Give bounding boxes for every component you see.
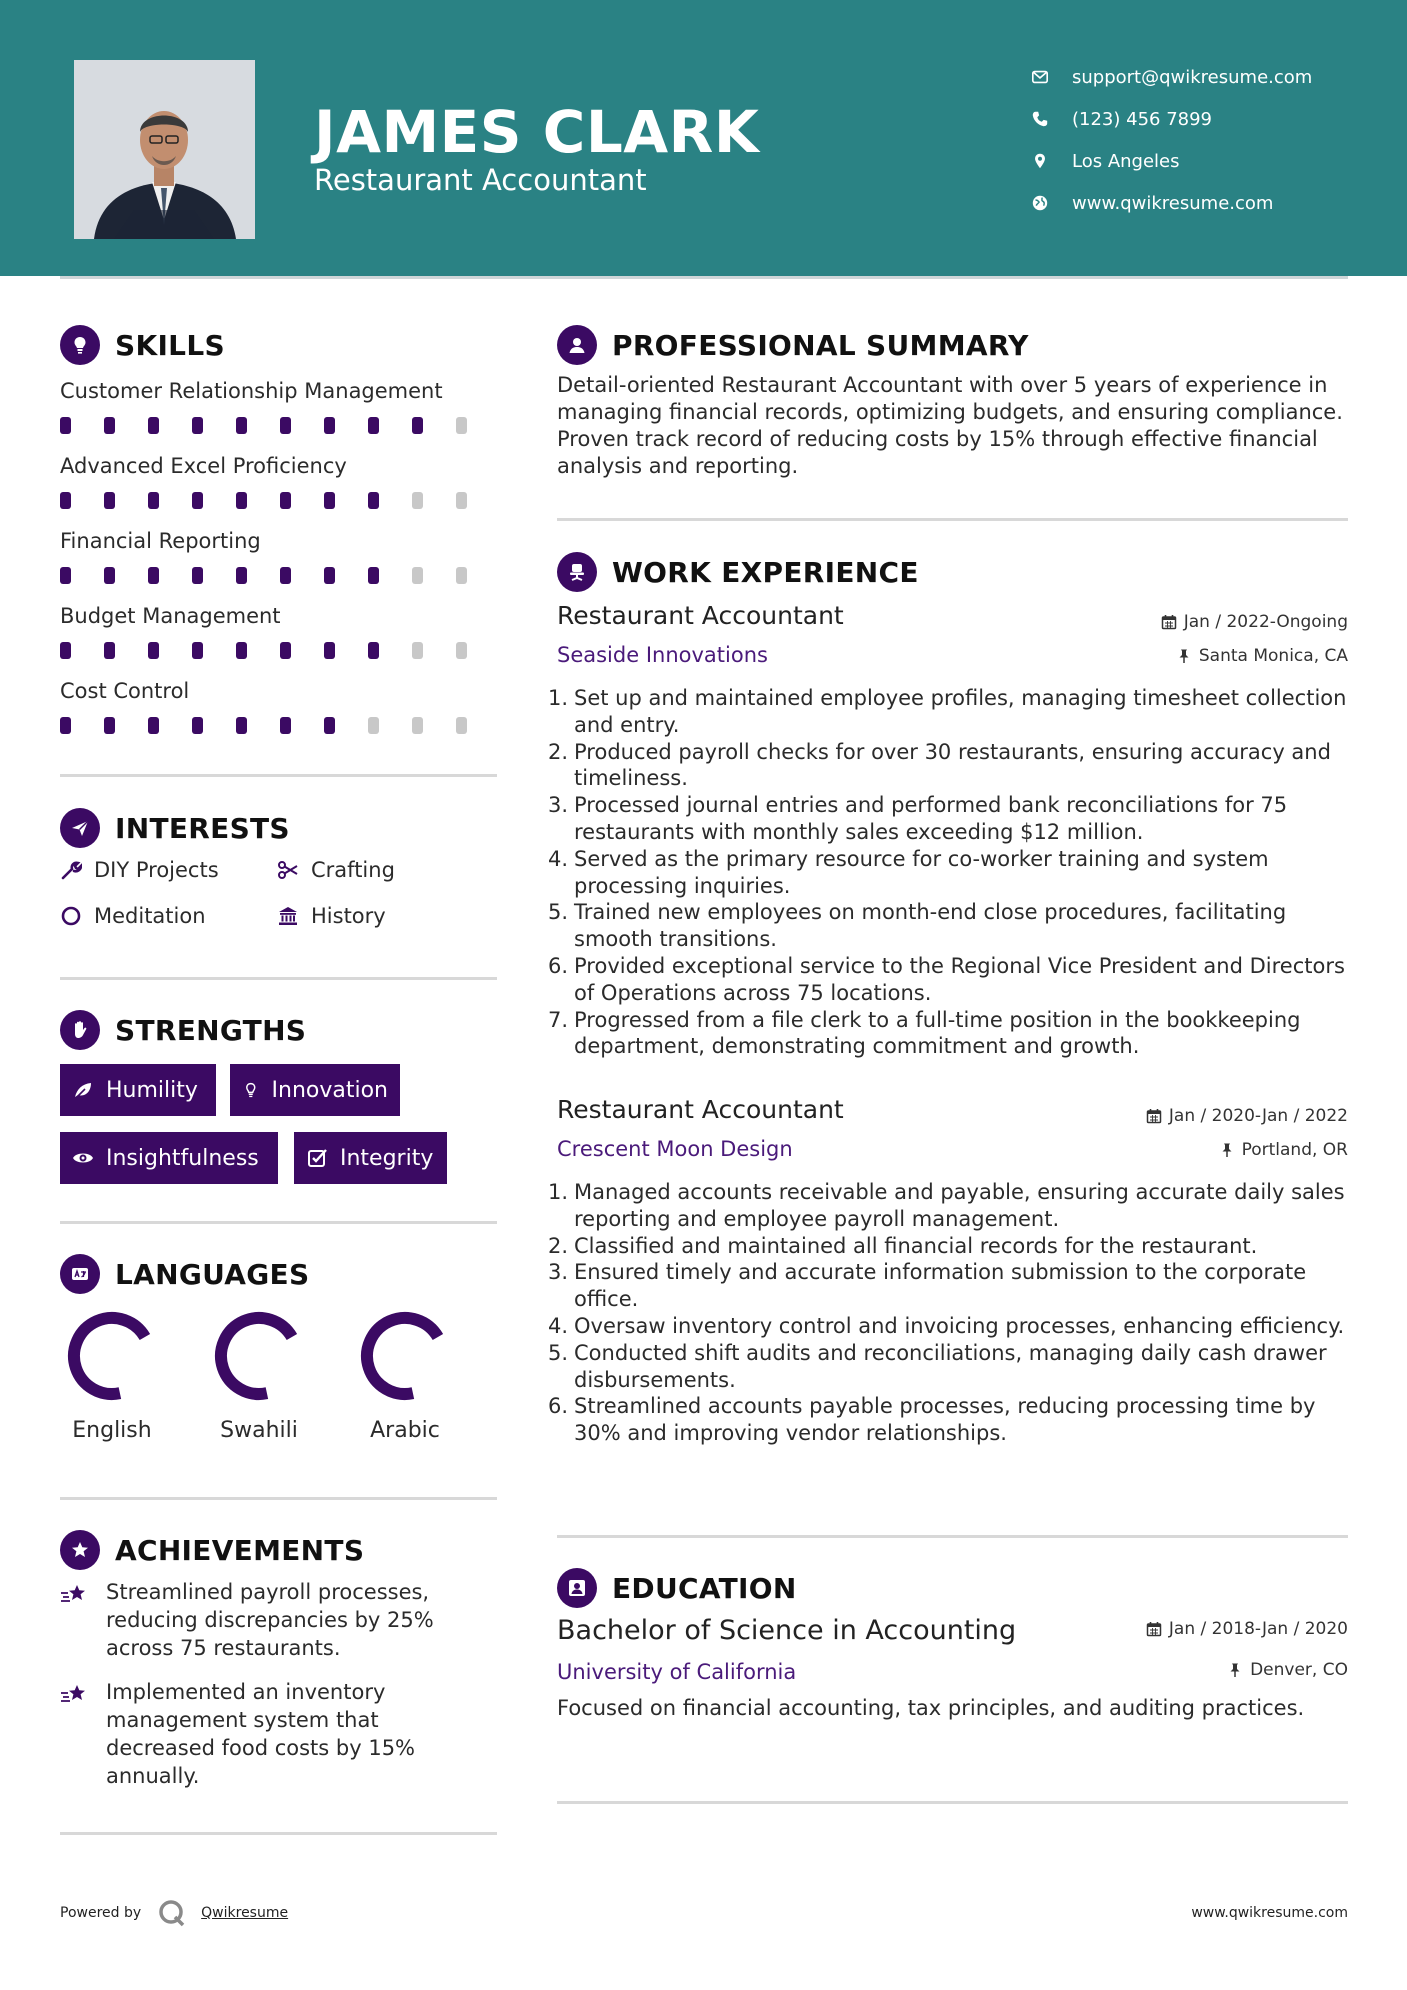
rating-dot-empty [456,642,467,659]
rating-dot-filled [104,642,115,659]
job-location-text: Portland, OR [1241,1140,1348,1160]
rating-dot-filled [148,642,159,659]
qwikresume-logo-icon [157,1898,187,1928]
rating-dot-filled [236,567,247,584]
skill-item [60,598,500,673]
calendar-icon [1161,614,1177,630]
calendar-icon [1146,1108,1162,1124]
lightbulb-icon [60,325,100,365]
rating-dot-empty [368,717,379,734]
education-description: Focused on financial accounting, tax principles, and auditing practices. [557,1696,1305,1720]
interest-label: Crafting [311,858,395,882]
duty-text: Processed journal entries and performed bank reconciliations for 75 restaurants with monthly sales exceeding $12 million. [574,793,1288,844]
rating-dot-filled [104,417,115,434]
duty-text: Trained new employees on month-end close procedures, facilitating smooth transitions. [574,900,1287,952]
strength-label: Insightfulness [106,1145,259,1171]
rating-dot-filled [192,567,203,584]
experience-title: WORK EXPERIENCE [612,555,919,589]
education-date-text: Jan / 2018-Jan / 2020 [1168,1619,1348,1639]
rating-dot-filled [412,417,423,434]
skill-item [60,523,500,598]
strength-badge [60,1132,278,1184]
eye-icon [72,1147,94,1169]
contact-list [1030,56,1312,224]
rating-dot-filled [148,492,159,509]
duty-text: Produced payroll checks for over 30 restaurants, ensuring accuracy and timeliness. [574,739,1331,791]
skill-name: Customer Relationship Management [60,379,443,403]
skills-title: SKILLS [115,328,225,362]
job-location [1219,1140,1348,1160]
chair-icon [557,552,597,592]
rating-dot-filled [324,642,335,659]
rating-dot-filled [324,567,335,584]
rating-dot-empty [412,642,423,659]
header-divider [60,276,1348,279]
rating-dot-empty [456,717,467,734]
interest-item [60,904,206,928]
rating-dot-filled [324,417,335,434]
language-name: English [72,1418,152,1443]
strength-label: Humility [106,1077,198,1103]
phone-icon [1030,109,1050,129]
job-duties [548,685,1358,1060]
contact-location-text: Los Angeles [1072,150,1180,172]
rating-dot-filled [148,717,159,734]
duty-text: Classified and maintained all financial records for the restaurant. [574,1233,1258,1258]
job-date-text: Jan / 2022-Ongoing [1183,612,1348,632]
job-location [1176,646,1348,666]
rating-dot-filled [148,417,159,434]
skills-heading [60,325,225,365]
language-name: Swahili [220,1418,298,1443]
skill-item [60,373,500,448]
location-icon [1030,151,1050,171]
list-item: 1. Managed accounts receivable and payable, ensuring accurate daily sales reporting and employee payroll management. [548,1179,1358,1233]
candidate-name: JAMES CLARK [314,98,760,166]
rating-dot-empty [456,492,467,509]
duty-text: Streamlined accounts payable processes, reducing processing time by 30% and improving vendor relationships. [574,1394,1316,1446]
education-location-text: Denver, CO [1250,1660,1348,1680]
duty-text: Managed accounts receivable and payable, ensuring accurate daily sales reporting and employee payroll management. [574,1180,1345,1231]
contact-email[interactable] [1030,56,1312,98]
skill-item [60,673,500,748]
achievements-heading [60,1530,364,1570]
job-company: Seaside Innovations [557,643,768,667]
education-heading [557,1568,797,1608]
rating-dot-filled [236,492,247,509]
achievements-title: ACHIEVEMENTS [115,1533,365,1567]
rating-dot-filled [280,717,291,734]
school-name: University of California [557,1660,797,1684]
language-item [57,1308,167,1443]
achievement-text: Streamlined payroll processes, reducing discrepancies by 25% across 75 restaurants. [106,1580,434,1660]
rating-dot-filled [104,717,115,734]
job-date-text: Jan / 2020-Jan / 2022 [1168,1106,1348,1126]
section-divider [60,1497,497,1500]
email-icon [1030,67,1050,87]
section-divider [60,977,497,980]
lightbulb-icon [242,1079,260,1101]
skill-name: Budget Management [60,604,281,628]
section-divider [60,1832,497,1835]
footer-url[interactable]: www.qwikresume.com [1191,1905,1348,1921]
skill-rating [60,717,500,734]
skills-list [60,373,500,748]
duty-text: Provided exceptional service to the Regional Vice President and Directors of Operations across 75 locations. [574,953,1345,1005]
language-item [204,1308,314,1443]
pushpin-icon [1227,1662,1243,1678]
candidate-title: Restaurant Accountant [314,163,647,197]
skill-name: Advanced Excel Proficiency [60,454,347,478]
language-item [350,1308,460,1443]
rating-dot-filled [324,492,335,509]
experience-heading [557,552,919,592]
star-badge-icon [60,1530,100,1570]
list-item: 3. Ensured timely and accurate information submission to the corporate office. [548,1259,1358,1313]
language-arc [74,1318,145,1394]
list-item: 2. Produced payroll checks for over 30 restaurants, ensuring accuracy and timeliness. [548,739,1358,793]
contact-website[interactable] [1030,182,1312,224]
list-item: 6. Streamlined accounts payable processes, reducing processing time by 30% and improving vendor relationships. [548,1393,1358,1447]
language-icon [60,1254,100,1294]
duty-text: Progressed from a file clerk to a full-time position in the bookkeeping department, demonstrating commitment and growth. [574,1007,1301,1059]
rating-dot-filled [192,492,203,509]
museum-icon [277,905,299,927]
globe-icon [1030,193,1050,213]
section-divider [60,774,497,777]
calendar-icon [1146,1621,1162,1637]
job-date [1146,1106,1348,1126]
section-divider [60,1221,497,1224]
rating-dot-filled [368,567,379,584]
achievement-text: Implemented an inventory management system that decreased food costs by 15% annually. [106,1680,416,1788]
interest-item [277,904,386,928]
contact-website-text: www.qwikresume.com [1072,192,1274,214]
rating-dot-empty [412,492,423,509]
shooting-star-icon [60,1683,90,1707]
summary-text: Detail-oriented Restaurant Accountant with over 5 years of experience in managing financial records, optimizing budgets, and ensuring compliance. Proven track record of reducing costs by 15% through effective financial analysis and reporting. [557,373,1343,478]
resume-header [0,0,1407,276]
skill-rating [60,492,500,509]
job-title: Restaurant Accountant [557,601,844,630]
section-divider [557,1535,1348,1538]
interest-label: DIY Projects [94,858,219,882]
list-item: 3. Processed journal entries and performed bank reconciliations for 75 restaurants with monthly sales exceeding $12 million. [548,792,1358,846]
skill-name: Cost Control [60,679,190,703]
languages-heading [60,1254,309,1294]
interest-label: Meditation [94,904,206,928]
pushpin-icon [1219,1142,1235,1158]
strength-label: Innovation [271,1077,388,1103]
rating-dot-filled [104,492,115,509]
language-arc [367,1318,438,1394]
interest-item [277,858,395,882]
rating-dot-empty [412,567,423,584]
language-ring [357,1308,453,1404]
strength-badge [60,1064,216,1116]
leaf-icon [72,1079,94,1101]
duty-text: Conducted shift audits and reconciliations, managing daily cash drawer disbursements. [574,1340,1327,1392]
list-item: 1. Set up and maintained employee profiles, managing timesheet collection and entry. [548,685,1358,739]
degree-title: Bachelor of Science in Accounting [557,1615,1017,1646]
duty-text: Served as the primary resource for co-worker training and system processing inquiries. [574,846,1269,898]
job-company: Crescent Moon Design [557,1137,793,1161]
qwikresume-link[interactable]: Qwikresume [201,1905,289,1921]
contact-phone-text: (123) 456 7899 [1072,108,1213,130]
summary-heading [557,325,1029,365]
wrench-icon [60,859,82,881]
skill-rating [60,642,500,659]
interests-title: INTERESTS [115,811,290,845]
rating-dot-filled [192,417,203,434]
powered-by-label: Powered by [60,1905,142,1921]
list-item: 4. Served as the primary resource for co-worker training and system processing inquiries. [548,846,1358,900]
interest-label: History [311,904,386,928]
scissors-icon [277,859,299,881]
check-square-icon [306,1147,328,1169]
list-item: 4. Oversaw inventory control and invoicing processes, enhancing efficiency. [548,1313,1345,1338]
job-date [1161,612,1348,632]
achievement-item [60,1578,480,1662]
job-location-text: Santa Monica, CA [1198,646,1348,666]
achievement-item [60,1678,480,1790]
profile-photo [74,60,255,239]
rating-dot-filled [368,417,379,434]
skill-rating [60,417,500,434]
rating-dot-filled [280,567,291,584]
skill-name: Financial Reporting [60,529,261,553]
rating-dot-empty [456,417,467,434]
list-item: 6. Provided exceptional service to the Regional Vice President and Directors of Operations across 75 locations. [548,953,1358,1007]
duty-text: Set up and maintained employee profiles, managing timesheet collection and entry. [574,686,1347,737]
rating-dot-filled [192,717,203,734]
rating-dot-filled [192,642,203,659]
education-title: EDUCATION [612,1571,797,1605]
rating-dot-filled [368,642,379,659]
rating-dot-filled [236,417,247,434]
rating-dot-filled [368,492,379,509]
hand-icon [60,1010,100,1050]
language-name: Arabic [370,1418,440,1443]
rating-dot-filled [60,492,71,509]
paper-plane-icon [60,808,100,848]
footer-powered-by [60,1898,288,1928]
education-date [1146,1619,1348,1639]
rating-dot-filled [236,642,247,659]
rating-dot-filled [280,492,291,509]
summary-title: PROFESSIONAL SUMMARY [612,328,1029,362]
language-ring [64,1308,160,1404]
duty-text: Oversaw inventory control and invoicing processes, enhancing efficiency. [574,1313,1345,1338]
shooting-star-icon [60,1583,90,1607]
strength-label: Integrity [340,1145,434,1171]
circle-icon [60,905,82,927]
user-icon [557,325,597,365]
strength-badge [294,1132,447,1184]
list-item: 5. Conducted shift audits and reconciliations, managing daily cash drawer disbursements. [548,1340,1358,1394]
rating-dot-filled [324,717,335,734]
interests-heading [60,808,290,848]
section-divider [557,1801,1348,1804]
job-duties [548,1179,1358,1447]
job-title: Restaurant Accountant [557,1095,844,1124]
rating-dot-filled [60,417,71,434]
duty-text: Ensured timely and accurate information submission to the corporate office. [574,1260,1307,1312]
rating-dot-filled [280,417,291,434]
contact-email-text: support@qwikresume.com [1072,66,1313,88]
list-item: 7. Progressed from a file clerk to a full-time position in the bookkeeping department, demonstrating commitment and growth. [548,1007,1358,1061]
rating-dot-filled [60,642,71,659]
contact-location [1030,140,1312,182]
rating-dot-empty [412,717,423,734]
rating-dot-filled [60,717,71,734]
skill-rating [60,567,500,584]
language-ring [211,1308,307,1404]
skill-item [60,448,500,523]
rating-dot-filled [60,567,71,584]
list-item: 2. Classified and maintained all financial records for the restaurant. [548,1233,1258,1258]
rating-dot-filled [280,642,291,659]
languages-title: LANGUAGES [115,1257,310,1291]
pushpin-icon [1176,648,1192,664]
rating-dot-filled [104,567,115,584]
rating-dot-filled [148,567,159,584]
education-location [1227,1660,1348,1680]
graduate-icon [557,1568,597,1608]
list-item: 5. Trained new employees on month-end close procedures, facilitating smooth transitions. [548,899,1358,953]
strengths-heading [60,1010,306,1050]
rating-dot-filled [236,717,247,734]
contact-phone[interactable] [1030,98,1312,140]
rating-dot-empty [456,567,467,584]
strength-badge [230,1064,400,1116]
section-divider [557,518,1348,521]
strengths-title: STRENGTHS [115,1013,307,1047]
interest-item [60,858,219,882]
language-arc [221,1318,292,1394]
